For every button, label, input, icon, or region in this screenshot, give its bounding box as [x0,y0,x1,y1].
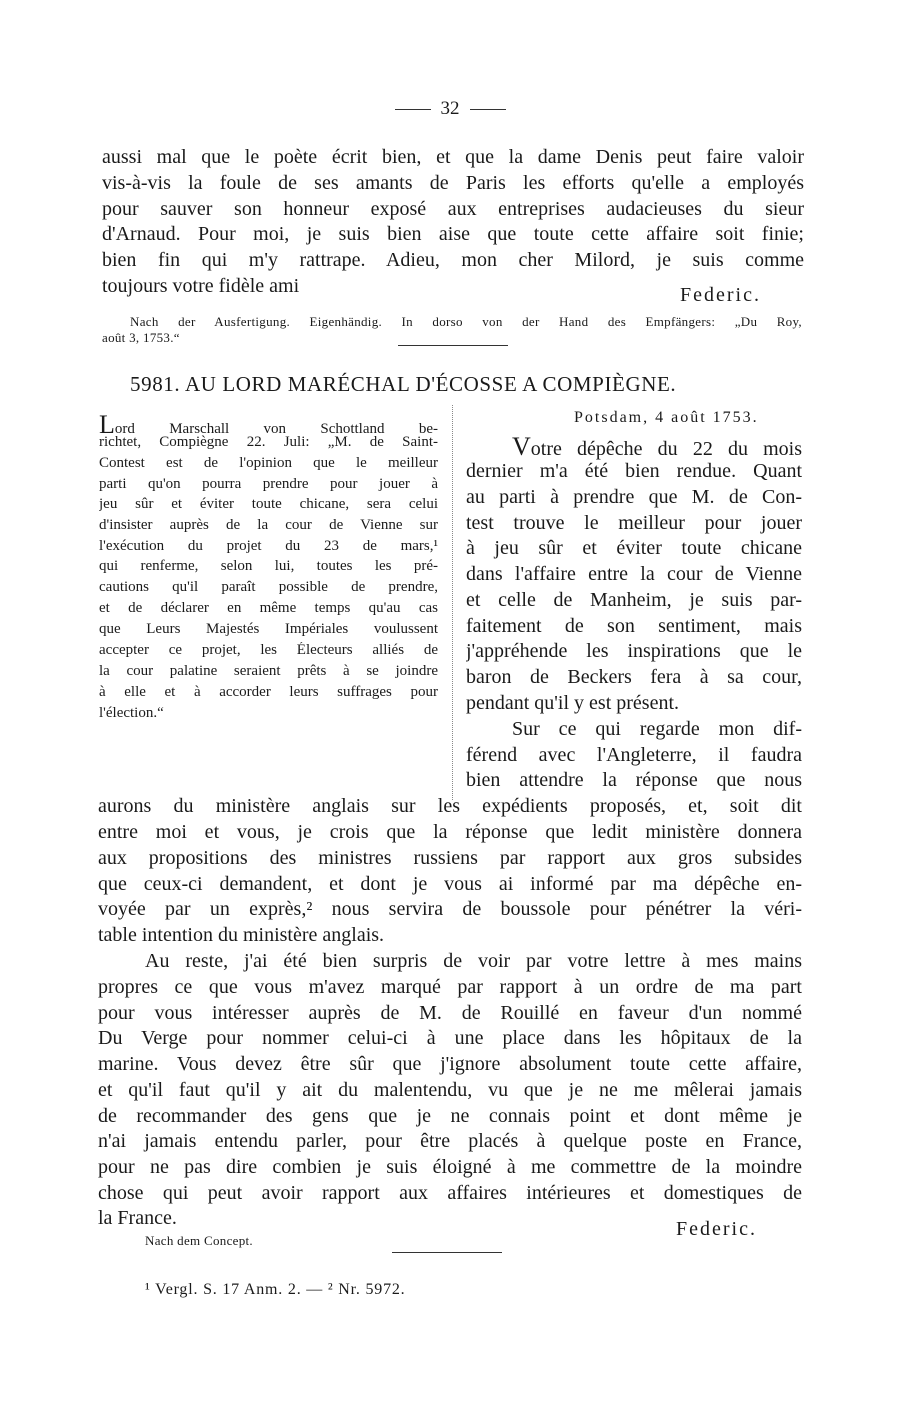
letter-line: Sur ce qui regarde mon dif- [512,718,802,740]
drop-cap: L [99,410,115,434]
top-paragraph-line: vis-à-vis la foule de ses amants de Paris les efforts qu'elle a employés [102,172,804,194]
summary-line: l'élection.“ [99,705,164,721]
top-paragraph-line: aussi mal que le poète écrit bien, et que la dame Denis peut faire valoir [102,146,804,168]
top-paragraph-line: toujours votre fidèle ami [102,275,300,297]
separator-rule [392,1252,502,1253]
column-separator [452,405,453,800]
source-note: août 3, 1753.“ [102,330,180,345]
top-paragraph-line: bien fin qui m'y rattrape. Adieu, mon cher Milord, je suis comme [102,249,804,271]
paragraph-line: Du Verge pour nommer celui-ci à une place dans les hôpitaux de la [98,1027,802,1049]
letter-line: et celle de Manheim, je suis par- [466,589,802,611]
drop-cap: V [512,432,531,461]
paragraph-line: n'ai jamais entendu parler, pour être placés à quelque poste en France, [98,1130,802,1152]
header-dash-left [395,109,431,110]
source-note: Nach der Ausfertigung. Eigenhändig. In dorso von der Hand des Empfängers: „Du Roy, [130,314,802,329]
summary-line: Contest est de l'opinion que le meilleur [99,455,438,471]
paragraph-line: la France. [98,1207,177,1229]
signature: Federic. [680,284,761,306]
letter-heading: 5981. AU LORD MARÉCHAL D'ÉCOSSE A COMPIÈGNE. [130,372,677,396]
summary-line: l'exécution du projet du 23 de mars,¹ [99,538,438,554]
source-note: Nach dem Concept. [145,1233,253,1248]
letter-line: au parti à prendre que M. de Con- [466,486,802,508]
summary-line: que Leurs Majestés Impériales voulussent [99,621,438,637]
footnotes: ¹ Vergl. S. 17 Anm. 2. — ² Nr. 5972. [145,1281,406,1298]
letter-line: test trouve le meilleur pour jouer [466,512,802,534]
continuation-line: table intention du ministère anglais. [98,924,385,946]
summary-line: et de déclarer en même temps qu'au cas [99,600,438,616]
paragraph-line: de recommander des gens que je ne connais point et dont même je [98,1105,802,1127]
continuation-line: entre moi et vous, je crois que la réponse que ledit ministère donnera [98,821,802,843]
continuation-line: que ceux-ci demandent, et dont je vous ai informé par ma dépêche en- [98,873,802,895]
paragraph-line: pour ne pas dire combien je suis éloigné à me commettre de la moindre [98,1156,802,1178]
continuation-line: voyée par un exprès,² nous servira de boussole pour pénétrer la véri- [98,898,802,920]
summary-line: la cour palatine seraient prêts à se joindre [99,663,438,679]
letter-line: bien attendre la réponse que nous [466,769,802,791]
letter-line: baron de Beckers fera à sa cour, [466,666,802,688]
letter-line: Votre dépêche du 22 du mois [512,432,802,461]
summary-line: cautions qu'il paraît possible de prendre, [99,579,438,595]
top-paragraph-line: d'Arnaud. Pour moi, je suis bien aise que toute cette affaire soit finie; [102,223,804,245]
summary-line: Lord Marschall von Schottland be- [99,410,438,434]
letter-line: férend avec l'Angleterre, il faudra [466,744,802,766]
summary-line: qui renferme, selon lui, toutes les pré- [99,558,438,574]
summary-line: jeu sûr et éviter toute chicane, sera celui [99,496,438,512]
top-paragraph-line: pour sauver son honneur exposé aux entreprises audacieuses du sieur [102,198,804,220]
letter-line: pendant qu'il y est présent. [466,692,679,714]
summary-line: d'insister auprès de la cour de Vienne sur [99,517,438,533]
header-dash-right [470,109,506,110]
page-number: 32 [440,98,460,119]
paragraph-line: marine. Vous devez être sûr que j'ignore absolument toute cette affaire, [98,1053,802,1075]
signature: Federic. [676,1218,757,1240]
paragraph-line: chose qui peut avoir rapport aux affaires intérieures et domestiques de [98,1182,802,1204]
letter-line: faitement de son sentiment, mais [466,615,802,637]
paragraph-line: propres ce que vous m'avez marqué par rapport à un ordre de ma part [98,976,802,998]
paragraph-line: Au reste, j'ai été bien surpris de voir par votre lettre à mes mains [145,950,802,972]
summary-line: accepter ce projet, les Électeurs alliés de [99,642,438,658]
letter-line: dans l'affaire entre la cour de Vienne [466,563,802,585]
continuation-line: aux propositions des ministres russiens par rapport aux gros subsides [98,847,802,869]
continuation-line: aurons du ministère anglais sur les expédients proposés, et, soit dit [98,795,802,817]
letter-line: à jeu sûr et éviter toute chicane [466,537,802,559]
summary-line: à elle et à accorder leurs suffrages pour [99,684,438,700]
summary-line: richtet, Compiègne 22. Juli: „M. de Saint- [99,434,438,450]
paragraph-line: pour vous intéresser auprès de M. de Rouillé en faveur d'un nommé [98,1002,802,1024]
letter-line: j'appréhende les inspirations que le [466,640,802,662]
summary-line: parti qu'on pourra prendre pour jouer à [99,476,438,492]
paragraph-line: et qu'il faut qu'il y ait du malentendu, vu que je ne me mêlerai jamais [98,1079,802,1101]
page-header [0,98,900,120]
letter-line: dernier m'a été bien rendue. Quant [466,460,802,482]
dateline: Potsdam, 4 août 1753. [574,409,759,426]
separator-rule [398,345,508,346]
